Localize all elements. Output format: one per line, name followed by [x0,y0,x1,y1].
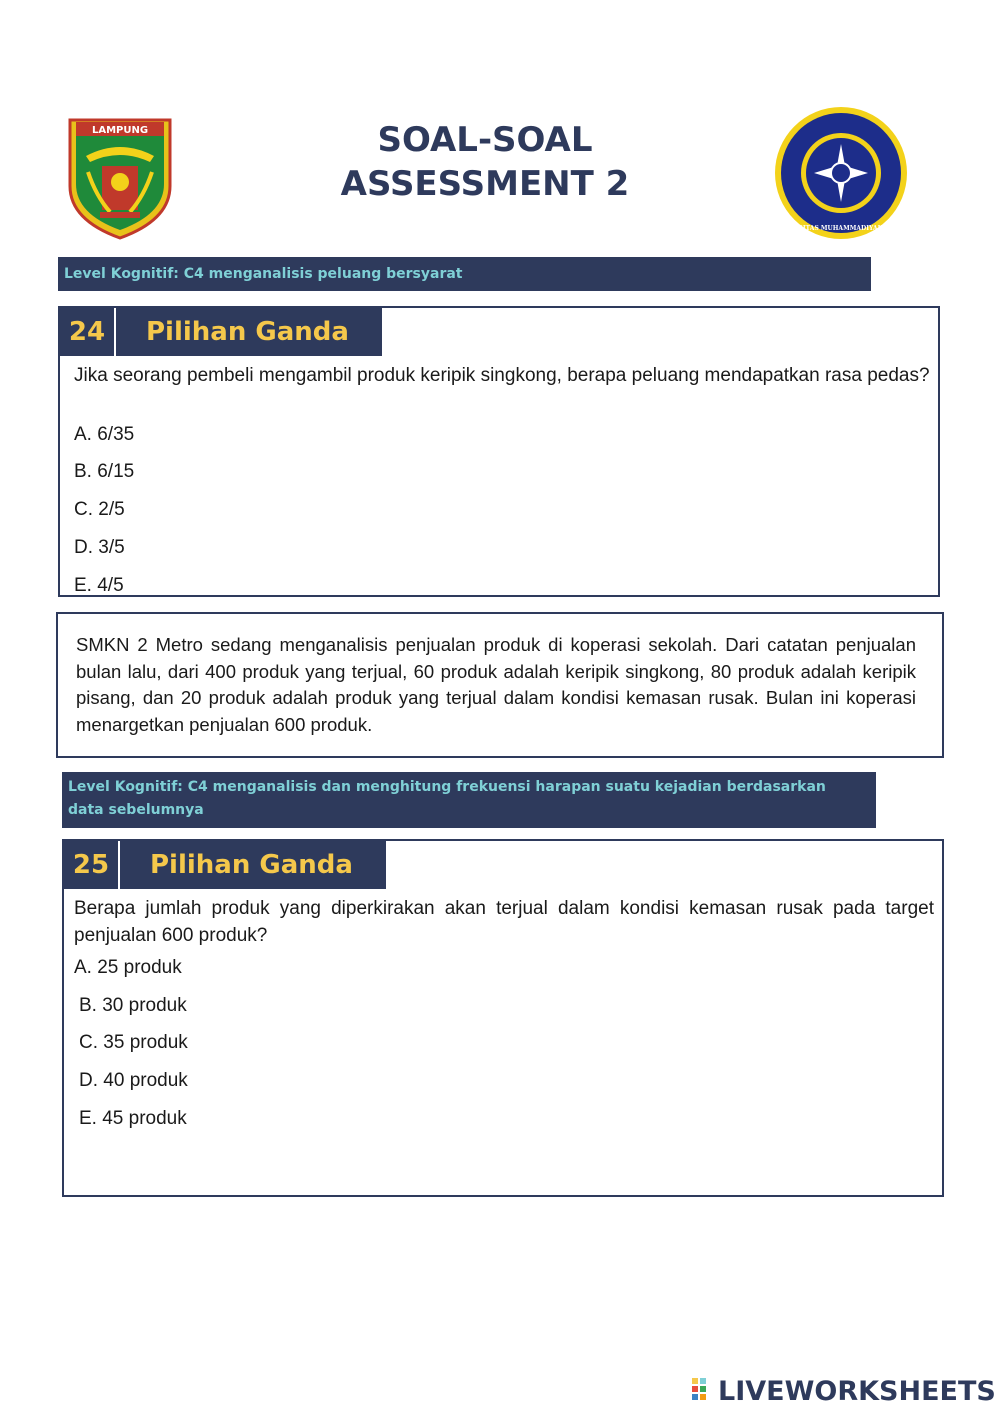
context-box [56,612,944,758]
answer-option-c[interactable]: C. 35 produk [79,1032,188,1053]
lampung-logo-text: LAMPUNG [91,125,149,136]
um-metro-logo [772,104,910,242]
question-type: Pilihan Ganda [146,317,349,347]
question-header [64,841,386,889]
question-type: Pilihan Ganda [150,850,353,880]
context-text: SMKN 2 Metro sedang menganalisis penjualan produk di koperasi sekolah. Dari catatan penjualan bulan lalu, dari 400 produk yang terjual, 60 produk adalah keripik singkong, 80 produk adalah keripik pisang, dan 20 produk adalah produk yang terjual dalam kondisi kemasan rusak. Bulan ini koperasi menargetkan penjualan 600 produk. [76,634,916,735]
answer-option-d[interactable]: D. 3/5 [74,537,125,558]
page-title-line-2: ASSESSMENT 2 [340,164,630,204]
um-metro-logo-text: UNIVERSITAS MUHAMMADIYAH METRO [772,225,910,232]
cognitive-level-text: Level Kognitif: C4 menganalisis peluang bersyarat [64,266,463,282]
lampung-logo [66,116,174,240]
answer-option-a[interactable]: A. 25 produk [74,957,182,978]
cognitive-level-text: Level Kognitif: C4 menganalisis dan menghitung frekuensi harapan suatu kejadian berdasarkan [68,779,826,795]
question-card [62,839,944,1197]
answer-option-d[interactable]: D. 40 produk [79,1070,188,1091]
answer-option-a[interactable]: A. 6/35 [74,424,135,445]
question-header [60,308,382,356]
question-card [58,306,940,597]
page-title [280,118,690,206]
page-title-line-1: SOAL-SOAL [377,120,593,160]
question-number: 25 [64,841,120,889]
cognitive-level-banner [58,257,871,291]
liveworksheets-logo-icon [692,1378,714,1404]
answer-option-b[interactable]: B. 6/15 [74,461,135,482]
answer-option-e[interactable]: E. 45 produk [79,1108,187,1129]
watermark-text: LIVEWORKSHEETS [718,1375,996,1407]
answer-option-b[interactable]: B. 30 produk [79,995,187,1016]
question-number: 24 [60,308,116,356]
question-text: Jika seorang pembeli mengambil produk keripik singkong, berapa peluang mendapatkan rasa pedas? [74,365,930,386]
answer-option-c[interactable]: C. 2/5 [74,499,125,520]
cognitive-level-text-continued: data sebelumnya [68,802,204,818]
answer-option-e[interactable]: E. 4/5 [74,575,124,596]
cognitive-level-banner [62,772,876,828]
question-text: Berapa jumlah produk yang diperkirakan akan terjual dalam kondisi kemasan rusak pada target penjualan 600 produk? [74,898,934,946]
liveworksheets-watermark [692,1374,996,1408]
